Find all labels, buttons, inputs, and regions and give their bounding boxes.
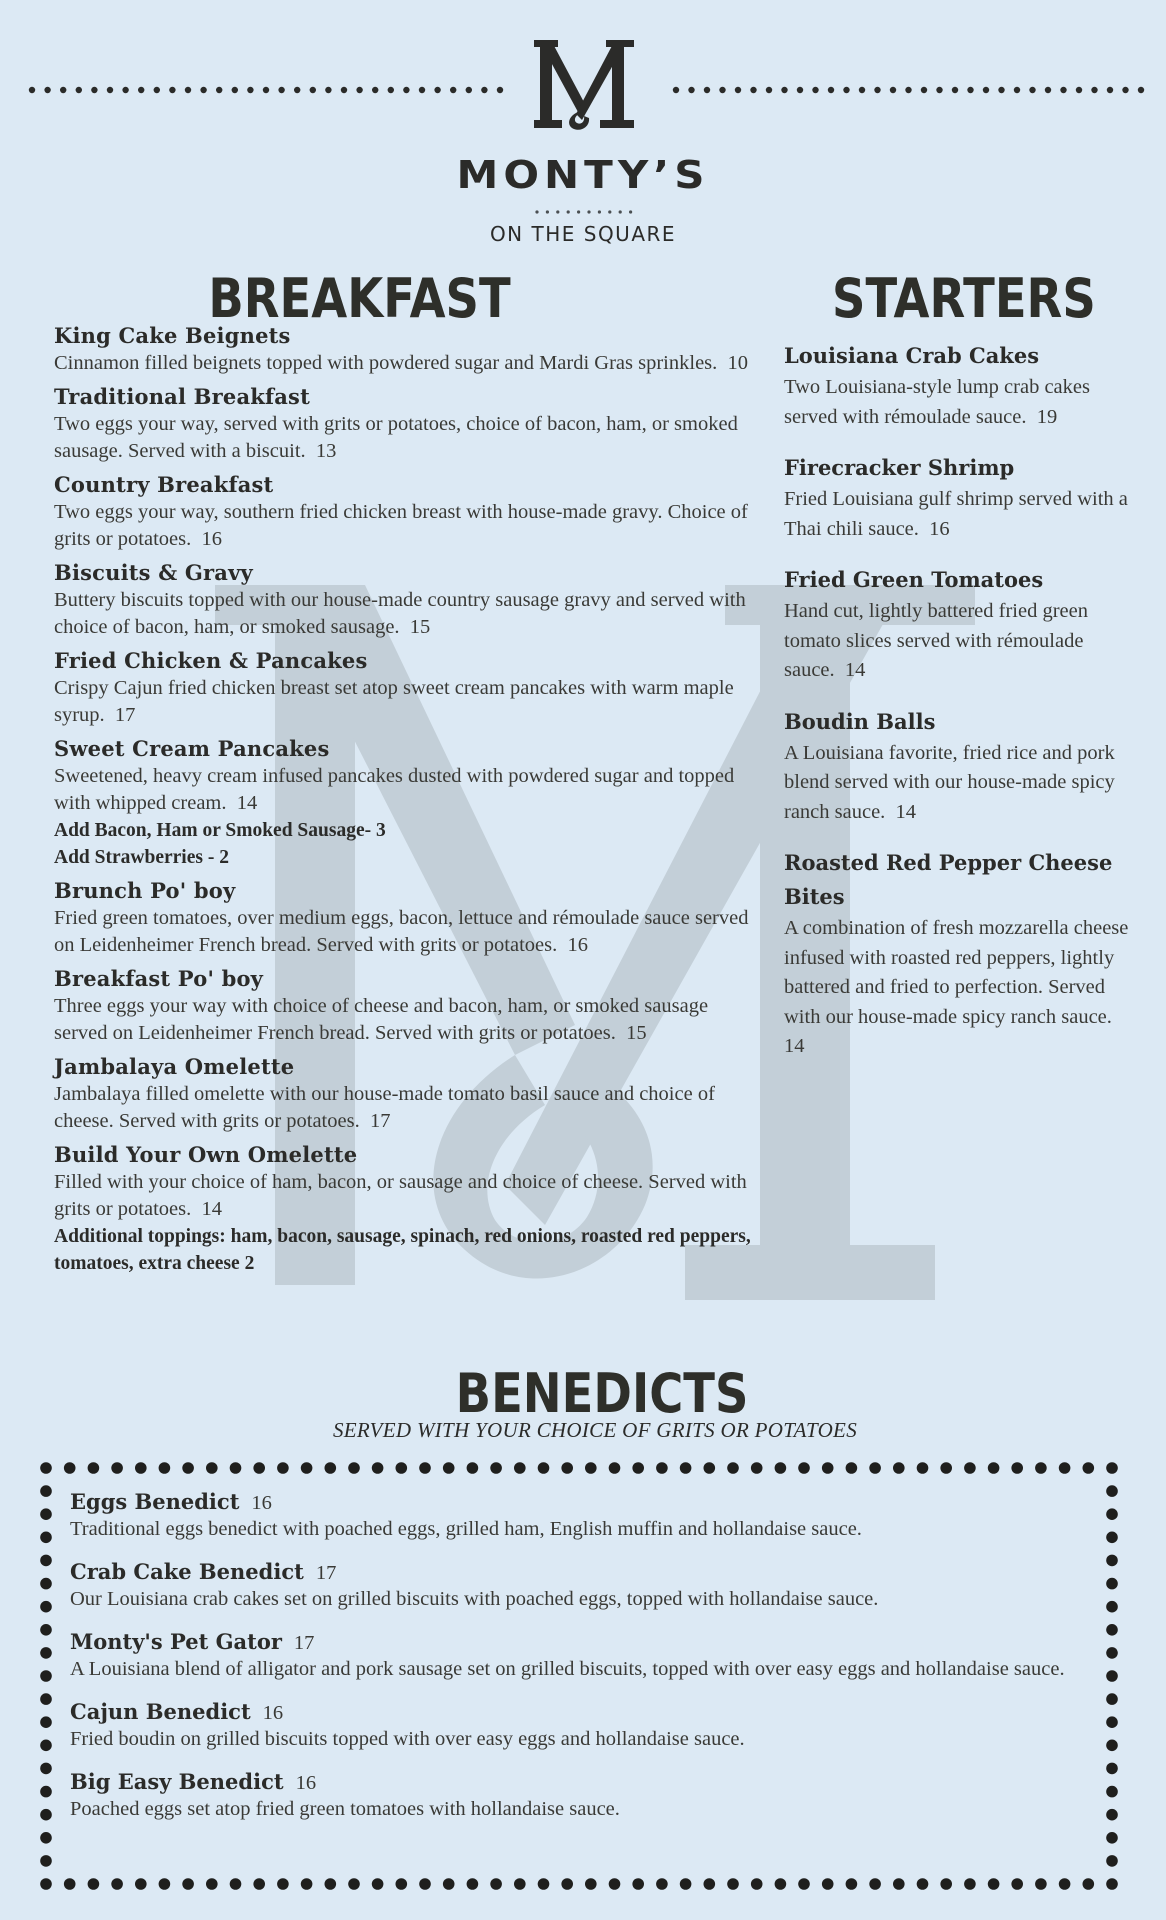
starters-heading: STARTERS [832, 267, 1096, 330]
menu-item-description: Traditional eggs benedict with poached eggs, grilled ham, English muffin and hollandaise sauce. [70, 1518, 862, 1540]
menu-item [54, 383, 754, 465]
menu-item-description: Fried boudin on grilled biscuits topped with over easy eggs and hollandaise sauce. [70, 1728, 745, 1750]
menu-item-description: Two eggs your way, served with grits or potatoes, choice of bacon, ham, or smoked sausage. Served with a biscuit. 13 [54, 413, 738, 462]
menu-item-name: Fried Green Tomatoes [784, 567, 1044, 592]
menu-item-price: 17 [315, 1562, 337, 1584]
menu-item [54, 322, 754, 377]
menu-item-name: Firecracker Shrimp [784, 455, 1015, 480]
menu-item-description: Poached eggs set atop fried green tomatoes with hollandaise sauce. [70, 1798, 620, 1820]
menu-item [70, 1488, 1080, 1542]
menu-item-name: King Cake Beignets [54, 323, 291, 348]
menu-item-description: Jambalaya filled omelette with our house-made tomato basil sauce and choice of cheese. Served with grits or potatoes. 17 [54, 1083, 715, 1132]
menu-item-name: Boudin Balls [784, 708, 936, 734]
breakfast-menu [54, 322, 754, 1283]
menu-item-description: Two Louisiana-style lump crab cakes served with rémoulade sauce. 19 [784, 376, 1090, 428]
menu-item-name: Biscuits & Gravy [54, 560, 253, 585]
menu-item-name: Build Your Own Omelette [54, 1142, 358, 1167]
menu-item-name: Big Easy Benedict [70, 1769, 284, 1794]
menu-item-description: Three eggs your way with choice of cheese and bacon, ham, or smoked sausage served on Leidenheimer French bread. Served with grits or potatoes. 15 [54, 995, 709, 1044]
menu-item-price: 16 [295, 1772, 317, 1794]
menu-item-description: Two eggs your way, southern fried chicken breast with house-made gravy. Choice of grits or potatoes. 16 [54, 501, 748, 550]
restaurant-tagline: ON THE SQUARE [489, 222, 677, 246]
menu-item-name: Jambalaya Omelette [54, 1054, 295, 1079]
benedicts-menu [70, 1488, 1080, 1838]
menu-item [784, 705, 1134, 828]
menu-item-description: Hand cut, lightly battered fried green tomato slices served with rémoulade sauce. 14 [784, 600, 1088, 681]
menu-item [784, 846, 1134, 1062]
monty-logo-m-icon [534, 36, 634, 132]
menu-item-description: A combination of fresh mozzarella cheese infused with roasted red peppers, lightly battered and fried to perfection. Served with our house-made spicy ranch sauce. 14 [784, 917, 1129, 1057]
header-dotted-rule-right [672, 82, 1146, 98]
menu-item [54, 1053, 754, 1135]
menu-item [70, 1558, 1080, 1612]
menu-item-price: 16 [262, 1702, 284, 1724]
menu-item [54, 877, 754, 959]
menu-item [54, 647, 754, 729]
menu-item-addon: Add Bacon, Ham or Smoked Sausage- 3 [54, 820, 386, 841]
breakfast-heading: BREAKFAST [208, 267, 511, 330]
restaurant-name: MONTY’S [456, 151, 710, 198]
menu-item [54, 735, 754, 871]
menu-item-description: A Louisiana favorite, fried rice and pork blend served with our house-made spicy ranch sauce. 14 [784, 741, 1115, 823]
header-dotted-rule-left [28, 82, 504, 98]
menu-item [54, 471, 754, 553]
menu-item-description: Sweetened, heavy cream infused pancakes dusted with powdered sugar and topped with whipped cream. 14 [54, 765, 735, 814]
menu-item-addon: Add Strawberries - 2 [54, 847, 229, 868]
menu-item-description: Cinnamon filled beignets topped with powdered sugar and Mardi Gras sprinkles. 10 [54, 352, 749, 374]
menu-item-name: Crab Cake Benedict [70, 1559, 304, 1584]
menu-item-description: Buttery biscuits topped with our house-made country sausage gravy and served with choice of bacon, ham, or smoked sausage. 15 [54, 589, 746, 638]
brand-dotted-divider [534, 209, 634, 215]
menu-item-name: Roasted Red Pepper Cheese Bites [784, 850, 1113, 909]
menu-item [70, 1768, 1080, 1822]
menu-item [54, 559, 754, 641]
menu-item [54, 1141, 754, 1277]
menu-item [70, 1698, 1080, 1752]
menu-item-name: Sweet Cream Pancakes [54, 736, 330, 761]
menu-item [784, 563, 1134, 686]
benedicts-subtitle: SERVED WITH YOUR CHOICE OF GRITS OR POTATOES [333, 1418, 857, 1442]
menu-item-description: A Louisiana blend of alligator and pork sausage set on grilled biscuits, topped with over easy eggs and hollandaise sauce. [70, 1658, 1065, 1680]
menu-item-description: Filled with your choice of ham, bacon, or sausage and choice of cheese. Served with grits or potatoes. 14 [54, 1171, 747, 1220]
menu-item-description: Our Louisiana crab cakes set on grilled biscuits with poached eggs, topped with hollandaise sauce. [70, 1588, 879, 1610]
menu-item-name: Fried Chicken & Pancakes [54, 648, 368, 673]
menu-item-name: Country Breakfast [54, 472, 274, 497]
menu-item-description: Crispy Cajun fried chicken breast set atop sweet cream pancakes with warm maple syrup. 17 [54, 677, 734, 726]
menu-item [70, 1628, 1080, 1682]
menu-item-description: Fried green tomatoes, over medium eggs, bacon, lettuce and rémoulade sauce served on Leidenheimer French bread. Served with grits or potatoes. 16 [54, 907, 749, 956]
menu-item-name: Breakfast Po' boy [54, 966, 264, 991]
menu-item-name: Traditional Breakfast [54, 384, 310, 409]
menu-item-name: Monty's Pet Gator [70, 1629, 282, 1654]
menu-item-name: Brunch Po' boy [54, 878, 236, 903]
menu-item-addon: Additional toppings: ham, bacon, sausage, spinach, red onions, roasted red peppers, tomatoes, extra cheese 2 [54, 1226, 751, 1274]
benedicts-heading: BENEDICTS [455, 1362, 749, 1425]
menu-item-name: Eggs Benedict [70, 1489, 240, 1514]
menu-item-price: 16 [251, 1492, 272, 1514]
menu-item [784, 451, 1134, 544]
starters-menu [784, 339, 1134, 1081]
menu-item-name: Louisiana Crab Cakes [784, 343, 1040, 368]
menu-item-price: 17 [293, 1632, 315, 1654]
menu-item [54, 965, 754, 1047]
menu-item-description: Fried Louisiana gulf shrimp served with a Thai chili sauce. 16 [784, 488, 1128, 540]
menu-item [784, 339, 1134, 432]
menu-item-name: Cajun Benedict [70, 1699, 251, 1724]
